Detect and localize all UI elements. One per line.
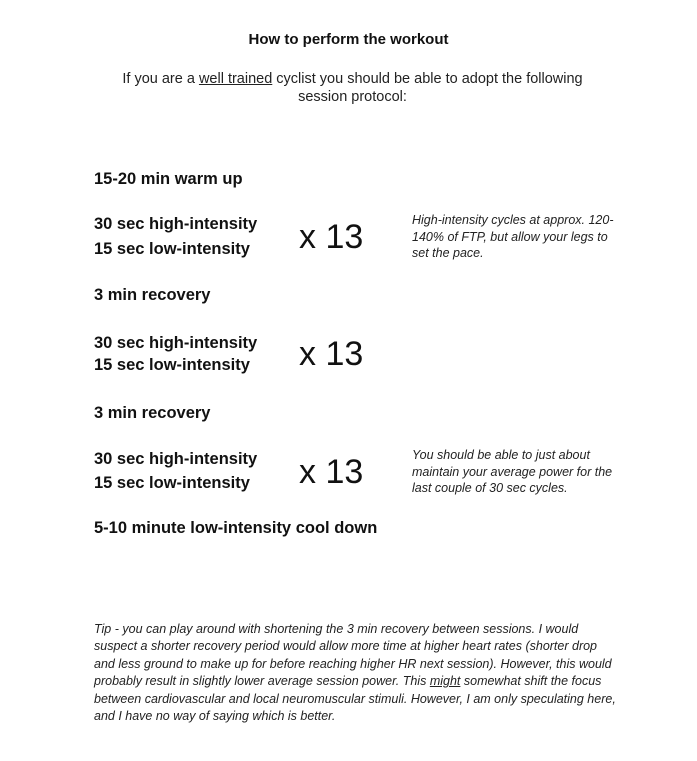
block-1-repetitions: x 13 [299, 218, 364, 256]
block-1-high-intensity: 30 sec high-intensity [94, 215, 258, 233]
cooldown-step: 5-10 minute low-intensity cool down [94, 519, 378, 537]
intro-text-end: cyclist you should be able to adopt the following session protocol: [272, 71, 583, 105]
block-3-note: You should be able to just about maintain your average power for the last couple of 30 sec cycles. [412, 448, 613, 495]
block-3-high-intensity: 30 sec high-intensity [94, 450, 258, 468]
intro-text-start: If you are a [122, 71, 199, 87]
tip-emphasis: might [429, 674, 461, 689]
tip-text-end: somewhat shift the focus between cardiovascular and local neuromuscular stimuli. However, I am only speculating here, and I have no way of saying which is better. [94, 674, 616, 724]
block-2-repetitions: x 13 [299, 335, 364, 373]
warmup-step: 15-20 min warm up [94, 170, 243, 188]
tip-text-start: Tip - you can play around with shortening the 3 min recovery between sessions. I would suspect a shorter recovery period would allow more time at higher heart rates (shorter drop and less ground to make up for before reaching higher HR next session). However, this would probably result in slightly lower average session power. This [94, 622, 612, 689]
page-title: How to perform the workout [248, 31, 449, 48]
block-1-note: High-intensity cycles at approx. 120-140% of FTP, but allow your legs to set the pace. [412, 213, 614, 260]
intro-emphasis: well trained [198, 71, 273, 87]
recovery-step-1: 3 min recovery [94, 286, 211, 304]
recovery-step-2: 3 min recovery [94, 404, 211, 422]
block-2-high-intensity: 30 sec high-intensity [94, 334, 258, 352]
tip-paragraph [94, 621, 619, 725]
block-3-repetitions: x 13 [299, 453, 364, 491]
block-1-low-intensity: 15 sec low-intensity [94, 240, 250, 258]
block-2-low-intensity: 15 sec low-intensity [94, 356, 250, 374]
block-3-low-intensity: 15 sec low-intensity [94, 474, 250, 492]
intro-paragraph [100, 70, 605, 106]
